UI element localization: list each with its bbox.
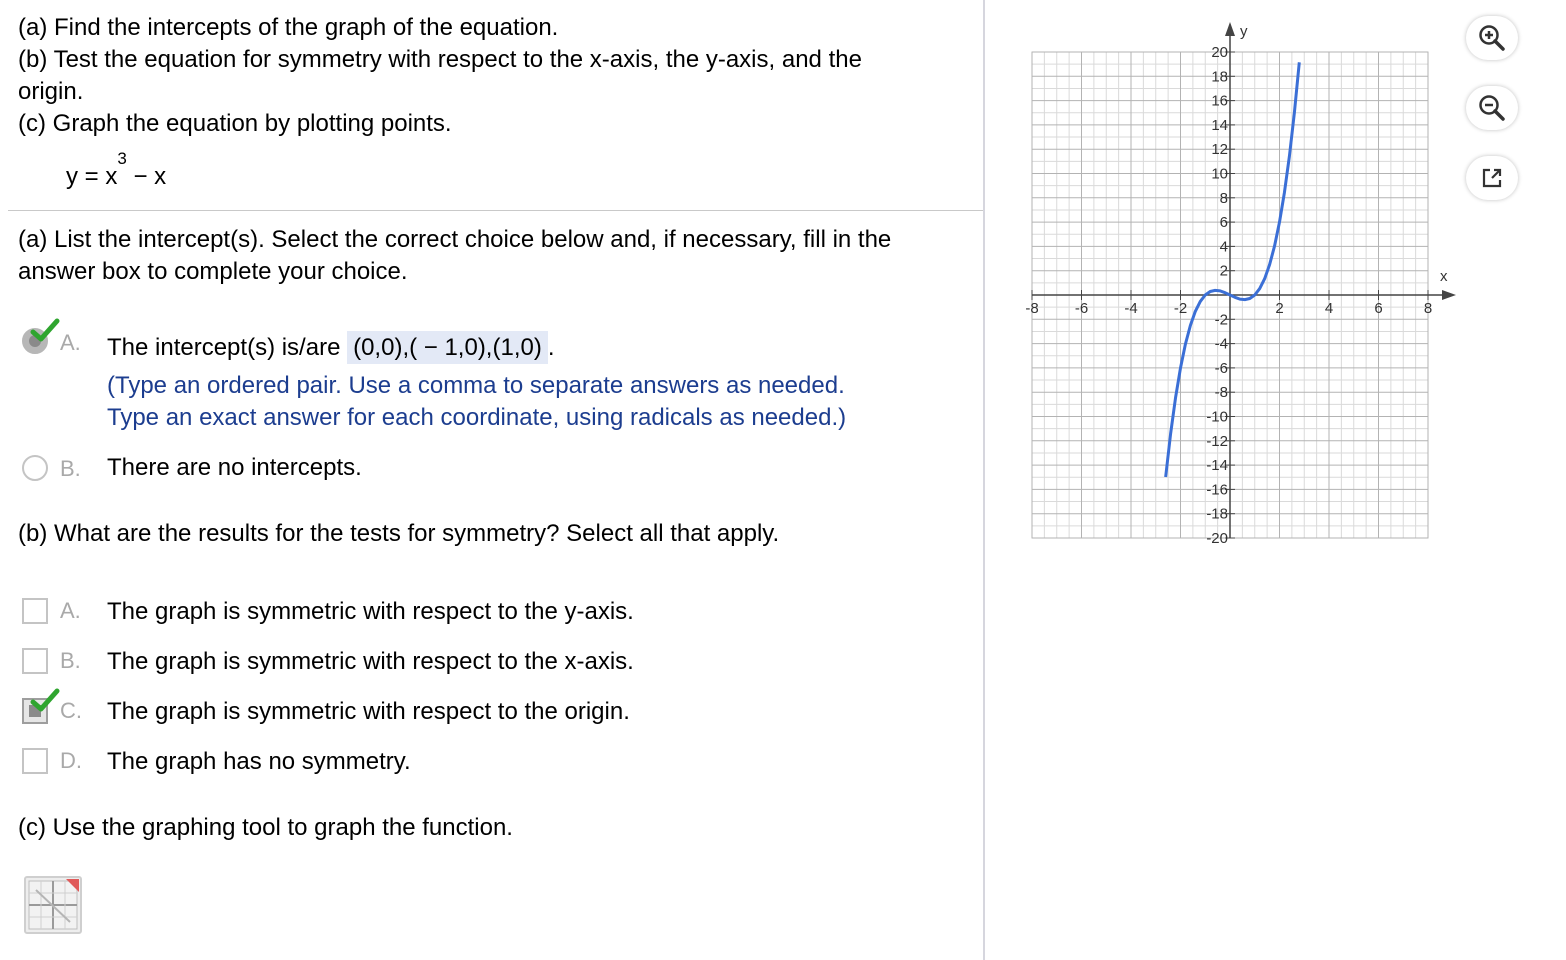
symmetry-option-c-letter: C. (60, 698, 82, 723)
symmetry-option-c-label[interactable]: The graph is symmetric with respect to the origin. (107, 698, 630, 725)
zoom-out-button[interactable] (1466, 86, 1518, 130)
part-a-prompt: (a) List the intercept(s). Select the correct choice below and, if necessary, fill in the (18, 226, 892, 253)
function-graph[interactable] (1000, 10, 1460, 550)
choice-b-label[interactable]: There are no intercepts. (107, 454, 362, 481)
equation-tail: − x (126, 163, 167, 190)
choice-b-radio[interactable] (22, 455, 48, 481)
question-part-b-text-cont: origin. (18, 78, 84, 105)
pane-divider (983, 0, 985, 960)
graphing-tool-icon (26, 878, 80, 932)
x-tick-label: 2 (1275, 300, 1284, 317)
popout-icon (1479, 165, 1505, 191)
equation-exponent: 3 (117, 149, 127, 168)
y-tick-label: 4 (1219, 238, 1228, 256)
checkmark-icon (30, 318, 60, 344)
choice-b-letter: B. (60, 456, 81, 481)
choice-a-label: The intercept(s) is/are (107, 334, 341, 361)
graph-panel (1000, 10, 1460, 555)
checkmark-icon (30, 688, 60, 714)
y-tick-label: 14 (1211, 116, 1228, 134)
intercepts-answer-box[interactable]: (0,0),( − 1,0),(1,0) (347, 331, 548, 364)
part-b-prompt: (b) What are the results for the tests for symmetry? Select all that apply. (18, 520, 780, 547)
question-part-b-text: (b) Test the equation for symmetry with respect to the x-axis, the y-axis, and the (18, 46, 862, 73)
choice-a-hint-cont: Type an exact answer for each coordinate, using radicals as needed.) (107, 404, 847, 431)
y-tick-label: 12 (1211, 141, 1228, 159)
x-tick-label: -8 (1025, 300, 1039, 317)
zoom-out-icon (1477, 93, 1507, 123)
zoom-in-button[interactable] (1466, 16, 1518, 60)
equation (66, 149, 167, 191)
symmetry-option-a-checkbox[interactable] (22, 598, 48, 624)
y-tick-label: 20 (1211, 44, 1228, 61)
y-tick-label: -14 (1206, 457, 1228, 475)
y-tick-label: -8 (1214, 384, 1228, 402)
y-tick-label: 6 (1219, 214, 1228, 232)
part-c-prompt: (c) Use the graphing tool to graph the function. (18, 814, 513, 841)
symmetry-option-a-letter: A. (60, 598, 81, 623)
x-tick-label: -4 (1124, 300, 1138, 317)
x-tick-label: 8 (1423, 300, 1433, 317)
equation-base: y = x (66, 163, 118, 190)
part-a-prompt-cont: answer box to complete your choice. (18, 258, 408, 285)
section-divider (8, 210, 983, 211)
y-tick-label: 10 (1211, 165, 1228, 183)
x-axis-arrow (1442, 290, 1456, 300)
y-tick-label: -18 (1206, 505, 1228, 523)
y-tick-label: -2 (1214, 311, 1228, 329)
x-tick-label: 4 (1324, 300, 1334, 317)
y-tick-label: 2 (1219, 262, 1228, 280)
question-part-c-text: (c) Graph the equation by plotting points. (18, 110, 452, 137)
y-tick-label: 8 (1219, 189, 1228, 207)
question-part-a-text: (a) Find the intercepts of the graph of the equation. (18, 14, 559, 41)
y-tick-label: -4 (1214, 335, 1228, 353)
symmetry-option-b-label[interactable]: The graph is symmetric with respect to the x-axis. (107, 648, 634, 675)
y-tick-label: -16 (1206, 481, 1228, 499)
symmetry-option-d-letter: D. (60, 748, 82, 773)
symmetry-option-d-label[interactable]: The graph has no symmetry. (107, 748, 411, 775)
x-axis-label: x (1440, 268, 1448, 285)
graphing-tool-button[interactable] (24, 876, 82, 934)
zoom-in-icon (1477, 23, 1507, 53)
x-tick-label: 6 (1374, 300, 1383, 317)
choice-a-hint: (Type an ordered pair. Use a comma to separate answers as needed. (107, 372, 845, 399)
y-tick-label: -12 (1206, 432, 1228, 450)
choice-a-period: . (547, 334, 555, 361)
y-tick-label: -6 (1214, 359, 1228, 377)
popout-button[interactable] (1466, 156, 1518, 200)
y-tick-label: -10 (1206, 408, 1228, 426)
symmetry-option-b-letter: B. (60, 648, 81, 673)
y-axis-label: y (1240, 23, 1248, 40)
choice-a-letter: A. (60, 330, 81, 355)
x-tick-label: -2 (1173, 300, 1188, 317)
choice-a-option[interactable] (107, 332, 555, 364)
y-tick-label: 16 (1211, 92, 1228, 110)
y-tick-label: -20 (1206, 530, 1228, 547)
symmetry-option-b-checkbox[interactable] (22, 648, 48, 674)
y-tick-label: 18 (1211, 68, 1228, 86)
symmetry-option-d-checkbox[interactable] (22, 748, 48, 774)
x-tick-label: -6 (1074, 300, 1089, 317)
symmetry-option-a-label[interactable]: The graph is symmetric with respect to the y-axis. (107, 598, 634, 625)
y-axis-arrow (1225, 22, 1235, 36)
